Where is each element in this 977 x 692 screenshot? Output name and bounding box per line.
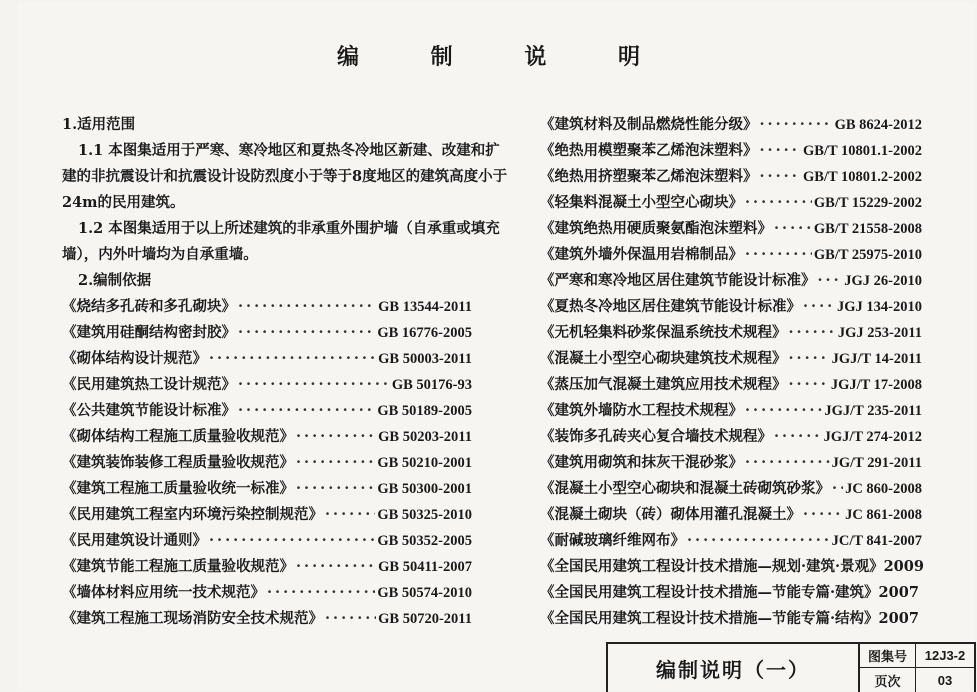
standard-code: JG/T 291-2011 <box>831 455 922 471</box>
reference-line: 《全国民用建筑工程设计技术措施—规划·建筑·景观》2009 <box>540 558 924 575</box>
page-number-label: 页次 <box>860 668 916 692</box>
reference-item <box>62 606 472 632</box>
reference-title: 《混凝土小型空心砌块建筑技术规程》 <box>540 350 787 367</box>
standard-code: GB 13544-2011 <box>378 299 472 315</box>
reference-item <box>540 320 922 346</box>
reference-title: 《建筑装饰装修工程质量验收规范》 <box>62 454 294 471</box>
leader-dots <box>760 164 802 190</box>
reference-item <box>540 398 922 424</box>
leader-dots <box>760 112 833 138</box>
leader-dots <box>789 346 830 372</box>
section-heading-scope: 1.适用范围 <box>62 116 136 133</box>
leader-dots <box>238 372 390 398</box>
reference-item <box>540 216 922 242</box>
reference-title: 《严寒和寒冷地区居住建筑节能设计标准》 <box>540 272 816 289</box>
section-heading-basis: 2.编制依据 <box>78 272 152 289</box>
standard-code: GB 50720-2011 <box>378 611 472 627</box>
page-number-value: 03 <box>937 672 953 688</box>
reference-item <box>62 528 472 554</box>
reference-title: 《建筑节能工程施工质量验收规范》 <box>62 558 294 575</box>
standard-code: GB 50003-2011 <box>378 351 472 367</box>
paragraph-line: 1.1 本图集适用于严寒、寒冷地区和夏热冬冷地区新建、改建和扩 <box>78 142 500 159</box>
leader-dots <box>789 320 836 346</box>
reference-item <box>62 346 472 372</box>
reference-title: 《烧结多孔砖和多孔砌块》 <box>62 298 236 315</box>
reference-item <box>540 242 922 268</box>
standard-code: GB/T 21558-2008 <box>813 221 922 237</box>
leader-dots <box>803 294 835 320</box>
leader-dots <box>296 554 376 580</box>
title-block <box>606 642 976 692</box>
standard-code: JC 861-2008 <box>845 507 922 523</box>
leader-dots <box>267 580 375 606</box>
reference-title: 《民用建筑热工设计规范》 <box>62 376 236 393</box>
reference-title: 《混凝土砌块（砖）砌体用灌孔混凝土》 <box>540 506 801 523</box>
reference-title: 《耐碱玻璃纤维网布》 <box>540 532 685 549</box>
reference-item <box>62 424 472 450</box>
standard-code: JGJ 26-2010 <box>844 273 922 289</box>
drawing-name: 编制说明（一） <box>608 644 860 692</box>
reference-title: 《砌体结构工程施工质量验收规范》 <box>62 428 294 445</box>
leader-dots <box>238 398 375 424</box>
reference-item <box>540 346 922 372</box>
paragraph-line: 24m的民用建筑。 <box>62 194 185 211</box>
leader-dots <box>745 398 822 424</box>
standard-code: JGJ/T 274-2012 <box>823 429 922 445</box>
standard-code: GB/T 25975-2010 <box>813 247 922 263</box>
reference-title: 《建筑工程施工现场消防安全技术规范》 <box>62 610 323 627</box>
leader-dots <box>774 424 822 450</box>
reference-title: 《轻集料混凝土小型空心砌块》 <box>540 194 743 211</box>
leader-dots <box>325 606 376 632</box>
reference-item <box>62 502 472 528</box>
reference-item <box>62 320 472 346</box>
leader-dots <box>789 372 829 398</box>
reference-item <box>540 112 922 138</box>
reference-title: 《蒸压加气混凝土建筑应用技术规程》 <box>540 376 787 393</box>
reference-title: 《建筑用硅酮结构密封胶》 <box>62 324 236 341</box>
left-column <box>62 112 508 632</box>
leader-dots <box>760 138 802 164</box>
reference-title: 《墙体材料应用统一技术规范》 <box>62 584 265 601</box>
reference-item <box>62 554 472 580</box>
reference-title: 《装饰多孔砖夹心复合墙技术规程》 <box>540 428 772 445</box>
reference-title: 《建筑工程施工质量验收统一标准》 <box>62 480 294 497</box>
leader-dots <box>325 502 375 528</box>
standard-code: GB 16776-2005 <box>377 325 472 341</box>
reference-item <box>540 528 922 554</box>
reference-title: 《建筑外墙外保温用岩棉制品》 <box>540 246 743 263</box>
leader-dots <box>745 450 830 476</box>
standard-code: JGJ/T 17-2008 <box>830 377 922 393</box>
standard-code: JGJ/T 235-2011 <box>824 403 922 419</box>
standard-code: GB 50176-93 <box>391 377 472 393</box>
reference-title: 《砌体结构设计规范》 <box>62 350 207 367</box>
standard-code: GB 8624-2012 <box>834 117 922 133</box>
reference-item <box>62 398 472 424</box>
standard-code: GB 50203-2011 <box>378 429 472 445</box>
leader-dots <box>209 528 375 554</box>
reference-title: 《公共建筑节能设计标准》 <box>62 402 236 419</box>
reference-title: 《混凝土小型空心砌块和混凝土砖砌筑砂浆》 <box>540 480 830 497</box>
reference-item <box>540 268 922 294</box>
standard-code: JGJ 253-2011 <box>837 325 922 341</box>
leader-dots <box>774 216 812 242</box>
leader-dots <box>687 528 830 554</box>
standard-code: GB 50411-2007 <box>378 559 472 575</box>
reference-title: 《建筑材料及制品燃烧性能分级》 <box>540 116 758 133</box>
reference-item <box>540 476 922 502</box>
standard-code: JGJ/T 14-2011 <box>831 351 922 367</box>
standard-code: GB 50574-2010 <box>377 585 472 601</box>
reference-item <box>540 372 922 398</box>
leader-dots <box>745 190 812 216</box>
leader-dots <box>296 424 376 450</box>
page-title: 编 制 说 明 <box>337 44 672 70</box>
reference-item <box>540 502 922 528</box>
reference-item <box>540 138 922 164</box>
reference-title: 《绝热用模塑聚苯乙烯泡沫塑料》 <box>540 142 758 159</box>
reference-item <box>62 294 472 320</box>
reference-title: 《建筑用砌筑和抹灰干混砂浆》 <box>540 454 743 471</box>
standard-code: GB 50300-2001 <box>377 481 472 497</box>
leader-dots <box>238 320 375 346</box>
standard-code: JC/T 841-2007 <box>831 533 922 549</box>
reference-item <box>540 164 922 190</box>
atlas-number-label: 图集号 <box>860 644 916 668</box>
standard-code: JC 860-2008 <box>845 481 922 497</box>
reference-line: 《全国民用建筑工程设计技术措施—节能专篇·结构》2007 <box>540 610 919 627</box>
paragraph-line: 1.2 本图集适用于以上所述建筑的非承重外围护墙（自承重或填充 <box>78 220 500 237</box>
reference-item <box>540 450 922 476</box>
leader-dots <box>832 476 843 502</box>
reference-item <box>62 476 472 502</box>
right-column <box>540 112 922 632</box>
leader-dots <box>209 346 376 372</box>
reference-title: 《建筑外墙防水工程技术规程》 <box>540 402 743 419</box>
reference-item <box>62 580 472 606</box>
paragraph-line: 建的非抗震设计和抗震设计设防烈度小于等于8度地区的建筑高度小于 <box>62 168 508 185</box>
reference-item <box>62 450 472 476</box>
paragraph-line: 墙），内外叶墙均为自承重墙。 <box>62 246 258 263</box>
standard-code: GB/T 10801.2-2002 <box>803 169 922 185</box>
reference-title: 《无机轻集料砂浆保温系统技术规程》 <box>540 324 787 341</box>
standard-code: GB 50210-2001 <box>377 455 472 471</box>
reference-item <box>540 190 922 216</box>
reference-title: 《民用建筑设计通则》 <box>62 532 207 549</box>
reference-title: 《夏热冬冷地区居住建筑节能设计标准》 <box>540 298 801 315</box>
standard-code: GB/T 10801.1-2002 <box>803 143 922 159</box>
reference-item <box>62 372 472 398</box>
standard-code: GB 50189-2005 <box>377 403 472 419</box>
reference-title: 《民用建筑工程室内环境污染控制规范》 <box>62 506 323 523</box>
leader-dots <box>745 242 812 268</box>
reference-title: 《建筑绝热用硬质聚氨酯泡沫塑料》 <box>540 220 772 237</box>
standard-code: GB 50325-2010 <box>377 507 472 523</box>
leader-dots <box>803 502 843 528</box>
standard-code: GB/T 15229-2002 <box>813 195 922 211</box>
standard-code: GB 50352-2005 <box>377 533 472 549</box>
leader-dots <box>818 268 843 294</box>
atlas-number-value: 12J3-2 <box>916 644 974 668</box>
reference-item <box>540 424 922 450</box>
leader-dots <box>296 450 375 476</box>
reference-item <box>540 294 922 320</box>
reference-line: 《全国民用建筑工程设计技术措施—节能专篇·建筑》2007 <box>540 584 919 601</box>
leader-dots <box>296 476 375 502</box>
standard-code: JGJ 134-2010 <box>837 299 922 315</box>
reference-title: 《绝热用挤塑聚苯乙烯泡沫塑料》 <box>540 168 758 185</box>
leader-dots <box>238 294 376 320</box>
